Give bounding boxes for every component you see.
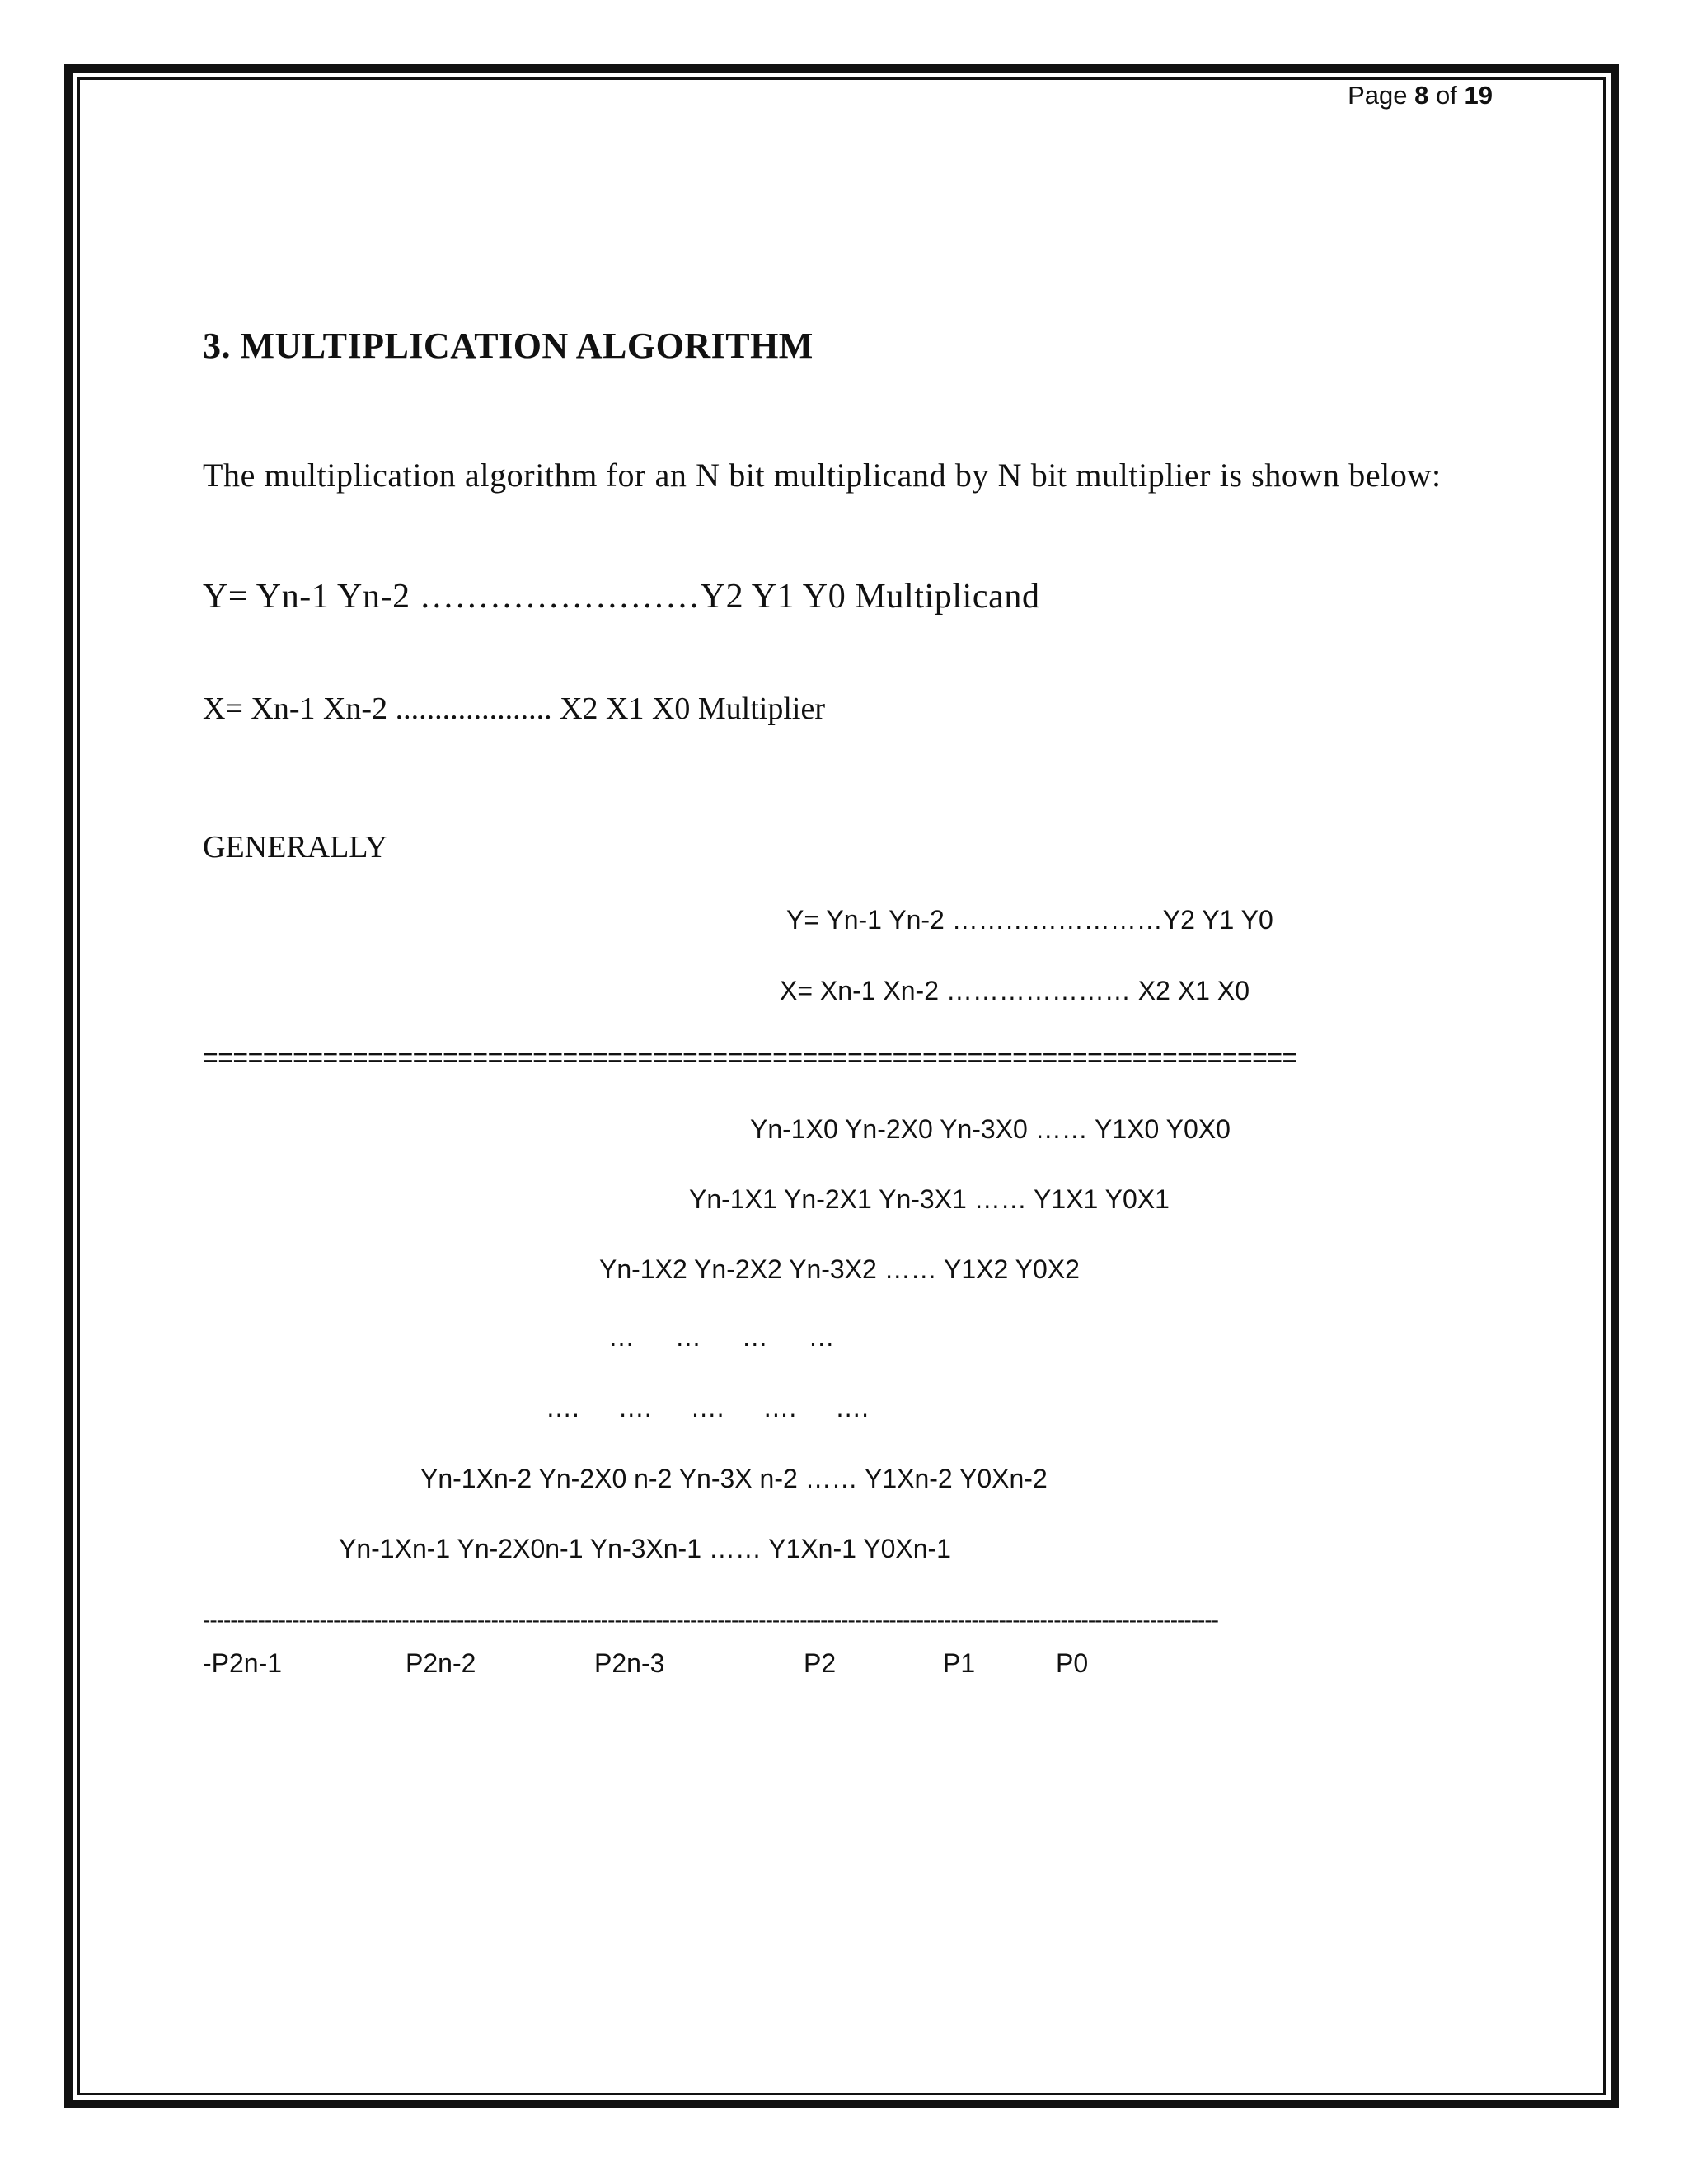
scheme-y-line: Y= Yn-1 Yn-2 ……………………Y2 Y1 Y0 bbox=[786, 905, 1273, 935]
product-p0: P0 bbox=[1056, 1648, 1089, 1678]
page-number-middle: of bbox=[1436, 81, 1457, 110]
intro-paragraph: The multiplication algorithm for an N bit multiplicand by N bit multiplier is shown below: bbox=[203, 457, 1442, 494]
product-row bbox=[203, 1648, 1192, 1681]
product-p1: P1 bbox=[943, 1648, 976, 1678]
partial-product-row-n-2: Yn-1Xn-2 Yn-2X0 n-2 Yn-3X n-2 …… Y1Xn-2 Y0Xn-2 bbox=[420, 1464, 1048, 1493]
product-p2n-3: P2n-3 bbox=[594, 1648, 665, 1678]
multiplier-line: X= Xn-1 Xn-2 .................... X2 X1 X0 Multiplier bbox=[203, 691, 825, 726]
product-p2: P2 bbox=[804, 1648, 837, 1678]
partial-product-row-1: Yn-1X1 Yn-2X1 Yn-3X1 …… Y1X1 Y0X1 bbox=[689, 1184, 1170, 1214]
section-heading: 3. MULTIPLICATION ALGORITHM bbox=[203, 326, 814, 366]
partial-product-row-2: Yn-1X2 Yn-2X2 Yn-3X2 …… Y1X2 Y0X2 bbox=[599, 1254, 1080, 1284]
product-p2n-2: P2n-2 bbox=[406, 1648, 476, 1678]
product-p2n-1: -P2n-1 bbox=[203, 1648, 283, 1678]
page-number-current: 8 bbox=[1414, 81, 1429, 110]
scheme-x-line: X= Xn-1 Xn-2 ………………… X2 X1 X0 bbox=[780, 976, 1250, 1005]
partial-product-row-0: Yn-1X0 Yn-2X0 Yn-3X0 …… Y1X0 Y0X0 bbox=[750, 1114, 1231, 1144]
partial-product-row-n-1: Yn-1Xn-1 Yn-2X0n-1 Yn-3Xn-1 …… Y1Xn-1 Y0Xn-1 bbox=[339, 1534, 951, 1563]
page-number-prefix: Page bbox=[1348, 81, 1408, 110]
generally-label: GENERALLY bbox=[203, 830, 388, 865]
page-number bbox=[1348, 81, 1493, 110]
ellipsis-row-2: …. …. …. …. …. bbox=[546, 1393, 870, 1422]
multiplicand-line: Y= Yn-1 Yn-2 ……………………Y2 Y1 Y0 Multiplicand bbox=[203, 578, 1040, 616]
page-border-inner bbox=[77, 77, 1606, 2095]
dash-rule: ---------------------------------------------------------------------------------------------------------------------------------------------------- bbox=[203, 1607, 1218, 1633]
equals-rule: ========================================================================= bbox=[203, 1043, 1297, 1072]
ellipsis-row-1: … … … … bbox=[608, 1322, 835, 1352]
page-number-total: 19 bbox=[1464, 81, 1493, 110]
